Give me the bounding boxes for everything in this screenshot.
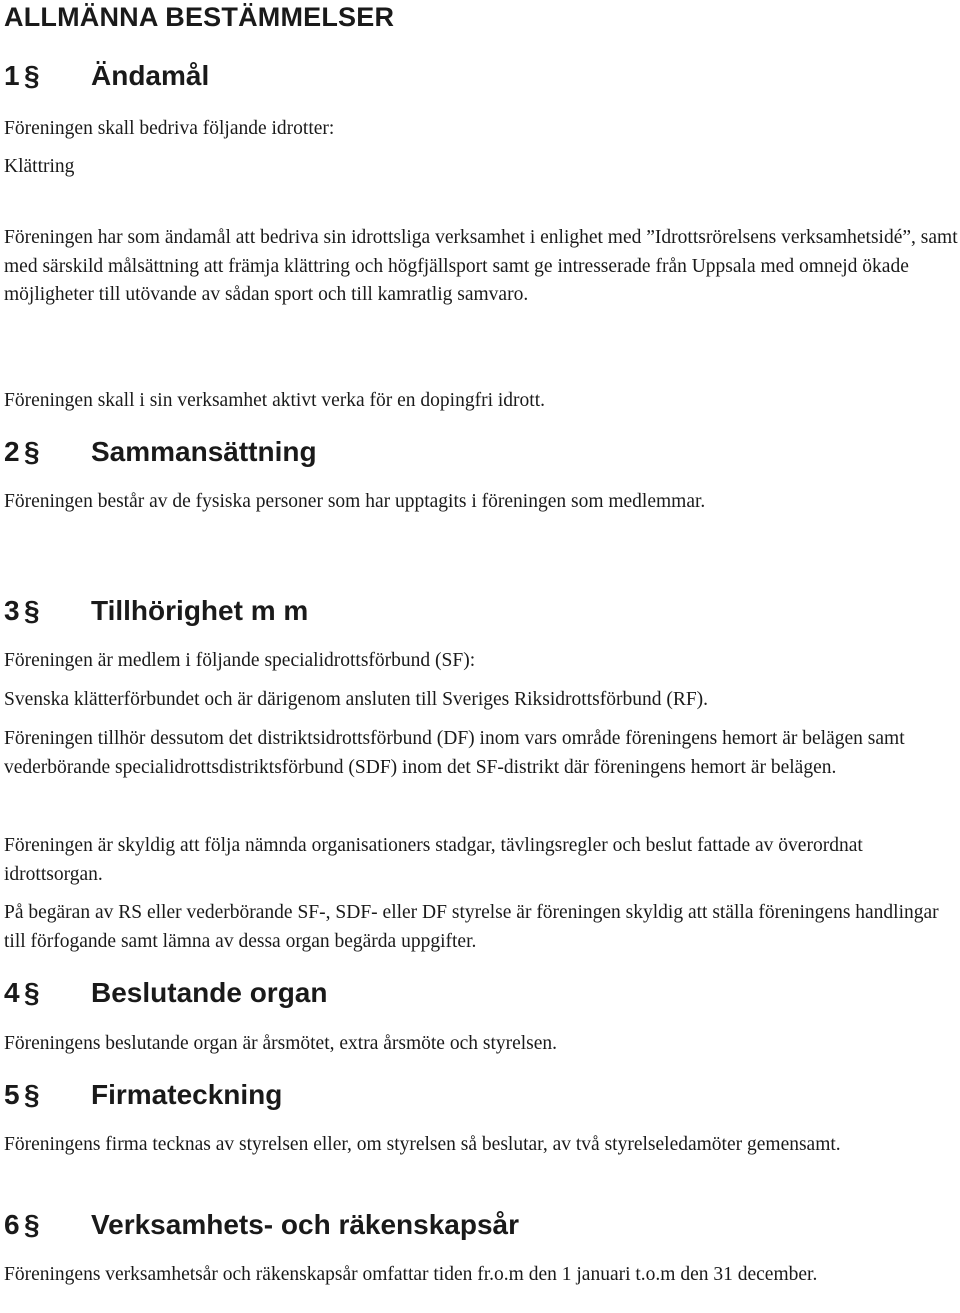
paragraph: Föreningen består av de fysiska personer som har upptagits i föreningen som medlemmar. [4, 491, 706, 512]
document-title: ALLMÄNNA BESTÄMMELSER [4, 2, 395, 32]
paragraph: Föreningens beslutande organ är årsmötet, extra årsmöte och styrelsen. [4, 1033, 558, 1054]
section-symbol: § [24, 1209, 40, 1240]
section-title: Firmateckning [91, 1079, 283, 1110]
section-1-heading [4, 59, 209, 93]
section-title: Tillhörighet m m [91, 595, 309, 626]
section-title: Sammansättning [91, 436, 317, 467]
section-symbol: § [24, 60, 40, 91]
section-5-heading [4, 1078, 282, 1112]
paragraph: Föreningens firma tecknas av styrelsen eller, om styrelsen så beslutar, av två styrelseledamöter gemensamt. [4, 1134, 841, 1155]
section-6-heading [4, 1208, 519, 1242]
section-number: 4 [4, 977, 20, 1008]
paragraph: Föreningen har som ändamål att bedriva sin idrottsliga verksamhet i enlighet med ”Idrottsrörelsens verksamhetsidé”, samt med särskild målsättning att främja klättring och högfjällsport samt ge intresserade från Uppsala med omnejd ökade möjligheter till utövande av sådan sport och till kamratlig samvaro. [4, 227, 958, 305]
section-symbol: § [24, 436, 40, 467]
section-2-heading [4, 435, 317, 469]
section-4-heading [4, 976, 327, 1010]
section-3-heading [4, 594, 308, 628]
paragraph: Föreningen tillhör dessutom det distriktsidrottsförbund (DF) inom vars område föreningens hemort är belägen samt vederbörande specialidrottsdistriktsförbund (SDF) inom det SF-distrikt där föreningens hemort är belägen. [4, 728, 905, 778]
section-title: Verksamhets- och räkenskapsår [91, 1209, 520, 1240]
section-symbol: § [24, 1079, 40, 1110]
paragraph: Föreningen skall i sin verksamhet aktivt verka för en dopingfri idrott. [4, 390, 546, 411]
section-title: Ändamål [91, 60, 210, 91]
section-number: 5 [4, 1079, 20, 1110]
section-symbol: § [24, 977, 40, 1008]
paragraph: Föreningens verksamhetsår och räkenskapsår omfattar tiden fr.o.m den 1 januari t.o.m den 31 december. [4, 1264, 818, 1285]
section-number: 1 [4, 60, 20, 91]
section-title: Beslutande organ [91, 977, 328, 1008]
section-symbol: § [24, 595, 40, 626]
paragraph: Föreningen är skyldig att följa nämnda organisationers stadgar, tävlingsregler och beslut fattade av överordnat idrottsorgan. [4, 835, 863, 885]
section-number: 2 [4, 436, 20, 467]
paragraph: På begäran av RS eller vederbörande SF-, SDF- eller DF styrelse är föreningen skyldig att ställa föreningens handlingar till förfogande samt lämna av dessa organ begärda uppgifter. [4, 902, 939, 952]
section-number: 6 [4, 1209, 20, 1240]
paragraph: Svenska klätterförbundet och är därigenom ansluten till Sveriges Riksidrottsförbund (RF). [4, 689, 709, 710]
paragraph: Klättring [4, 156, 75, 177]
paragraph: Föreningen är medlem i följande specialidrottsförbund (SF): [4, 650, 476, 671]
paragraph: Föreningen skall bedriva följande idrotter: [4, 118, 335, 139]
section-number: 3 [4, 595, 20, 626]
